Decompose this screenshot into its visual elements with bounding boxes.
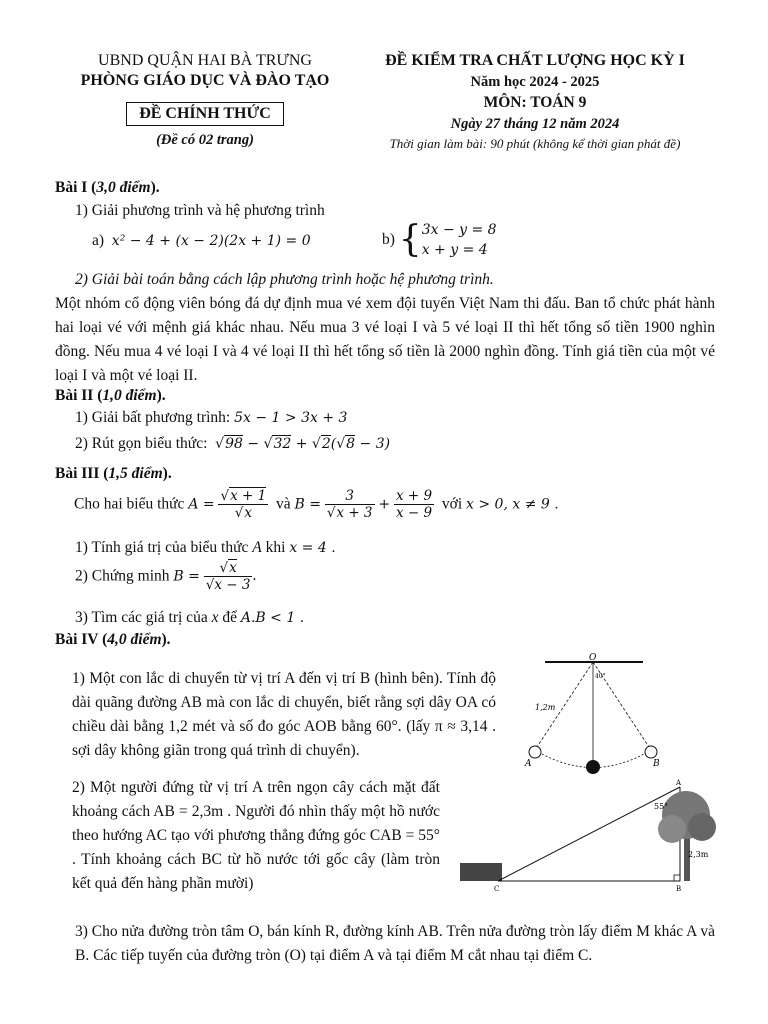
tree-height: 2,3m: [688, 850, 709, 859]
pendulum-bob-mid: [586, 760, 600, 774]
bai4-q3: 3) Cho nửa đường tròn tâm O, bán kính R, đường kính AB. Trên nửa đường tròn lấy điểm M khác A và B. Các tiếp tuyến của đường tròn (O) tại điểm A và tại điểm M cắt nhau tại điểm C.: [75, 923, 715, 964]
pendulum-angle: 40°: [595, 673, 606, 680]
bai3-intro: Cho hai biểu thức A = $\frac{√x + 1}{√x}$ và B = $\frac{3}{√x + 3}$ + $\frac{x + 9}{x - 9}$ với x > 0, x ≠ 9 .: [74, 488, 559, 521]
pages-note: (Đề có 02 trang): [156, 132, 254, 148]
bai2-q1: 1) Giải bất phương trình: 5x − 1 > 3x + 3: [75, 409, 348, 426]
pendulum-length: 1,2m: [535, 703, 556, 712]
bai1-a-eq: x² − 4 + (x − 2)(2x + 1) = 0: [111, 233, 311, 249]
official-badge: ĐỀ CHÍNH THỨC: [126, 102, 284, 126]
bai1-b: b) { 3x − y = 8 x + y = 4: [382, 219, 497, 260]
bai3-q2: 2) Chứng minh B = $\frac{√x}{√x - 3}$ .: [75, 560, 257, 593]
sight-line: [498, 787, 680, 881]
bai3-q3: 3) Tìm các giá trị của x để A.B < 1 .: [75, 609, 305, 626]
bai4-title: Bài IV (4,0 điểm).: [55, 631, 171, 648]
pendulum-label-b: B: [653, 759, 660, 769]
tree-angle: 55°: [654, 802, 669, 811]
exam-title: ĐỀ KIỂM TRA CHẤT LƯỢNG HỌC KỲ I: [385, 52, 685, 69]
bai2-q2: 2) Rút gọn biểu thức: √98 − √32 + √2(√8 − 3): [75, 435, 391, 452]
pendulum-bob-a: [529, 746, 541, 758]
dept-name: UBND QUẬN HAI BÀ TRƯNG: [98, 52, 312, 69]
bai4-q2: 2) Một người đứng từ vị trí A trên ngọn cây cách mặt đất khoảng cách AB = 2,3m . Người đó nhìn thấy một hồ nước theo hướng AC tạo với phương thẳng đứng góc CAB = 55° . Tính khoảng cách BC từ hồ nước tới gốc cây (làm tròn kết quả đến hàng phần mười): [72, 779, 440, 892]
tree-label-b: B: [676, 885, 682, 893]
exam-date: Ngày 27 tháng 12 năm 2024: [450, 116, 620, 132]
right-angle-mark: [674, 875, 680, 881]
pendulum-bob-b: [645, 746, 657, 758]
office-name: PHÒNG GIÁO DỤC VÀ ĐÀO TẠO: [80, 72, 330, 89]
exam-duration: Thời gian làm bài: 90 phút (không kể thời gian phát đề): [389, 136, 681, 151]
bai3-title: Bài III (1,5 điểm).: [55, 465, 172, 482]
tree-label-a: A: [676, 779, 682, 787]
pendulum-label-a: A: [525, 759, 532, 769]
bai4-q1: 1) Một con lắc di chuyển từ vị trí A đến vị trí B (hình bên). Tính độ dài quãng đường AB mà con lắc di chuyển, biết rằng sợi dây OA có chiều dài bằng 1,2 mét và số đo góc AOB bằng 60°. (lấy π ≈ 3,14 . sợi dây không giãn trong quá trình di chuyển).: [72, 670, 496, 759]
bai1-title: Bài I (3,0 điểm).: [55, 179, 160, 196]
bai1-q2: 2) Giải bài toán bằng cách lập phương trình hoặc hệ phương trình.: [75, 271, 494, 288]
pendulum-label-o: O: [589, 653, 597, 663]
pendulum-figure: [515, 650, 675, 780]
subject: MÔN: TOÁN 9: [483, 94, 587, 111]
bai1-a: a) x² − 4 + (x − 2)(2x + 1) = 0: [92, 232, 311, 249]
official-badge-wrap: [60, 102, 350, 126]
school-year: Năm học 2024 - 2025: [470, 74, 600, 90]
tree-label-c: C: [494, 885, 500, 893]
bai3-q1: 1) Tính giá trị của biểu thức A khi x = 4 .: [75, 539, 336, 556]
bai2-title: Bài II (1,0 điểm).: [55, 387, 166, 404]
lake-icon: [460, 863, 502, 881]
tree-figure: [458, 775, 718, 895]
bai1-q1: 1) Giải phương trình và hệ phương trình: [75, 202, 325, 219]
bai1-problem: Một nhóm cổ động viên bóng đá dự định mua vé xem đội tuyển Việt Nam thi đấu. Ban tổ chức phát hành hai loại vé với mệnh giá khác nhau. Nếu mua 3 vé loại I và 5 vé loại II thì hết tổng số tiền 1900 nghìn đồng. Nếu mua 4 vé loại I và 4 vé loại II thì hết tổng số tiền là 2000 nghìn đồng. Tính giá tiền của một vé loại I và một vé loại II.: [55, 295, 715, 384]
